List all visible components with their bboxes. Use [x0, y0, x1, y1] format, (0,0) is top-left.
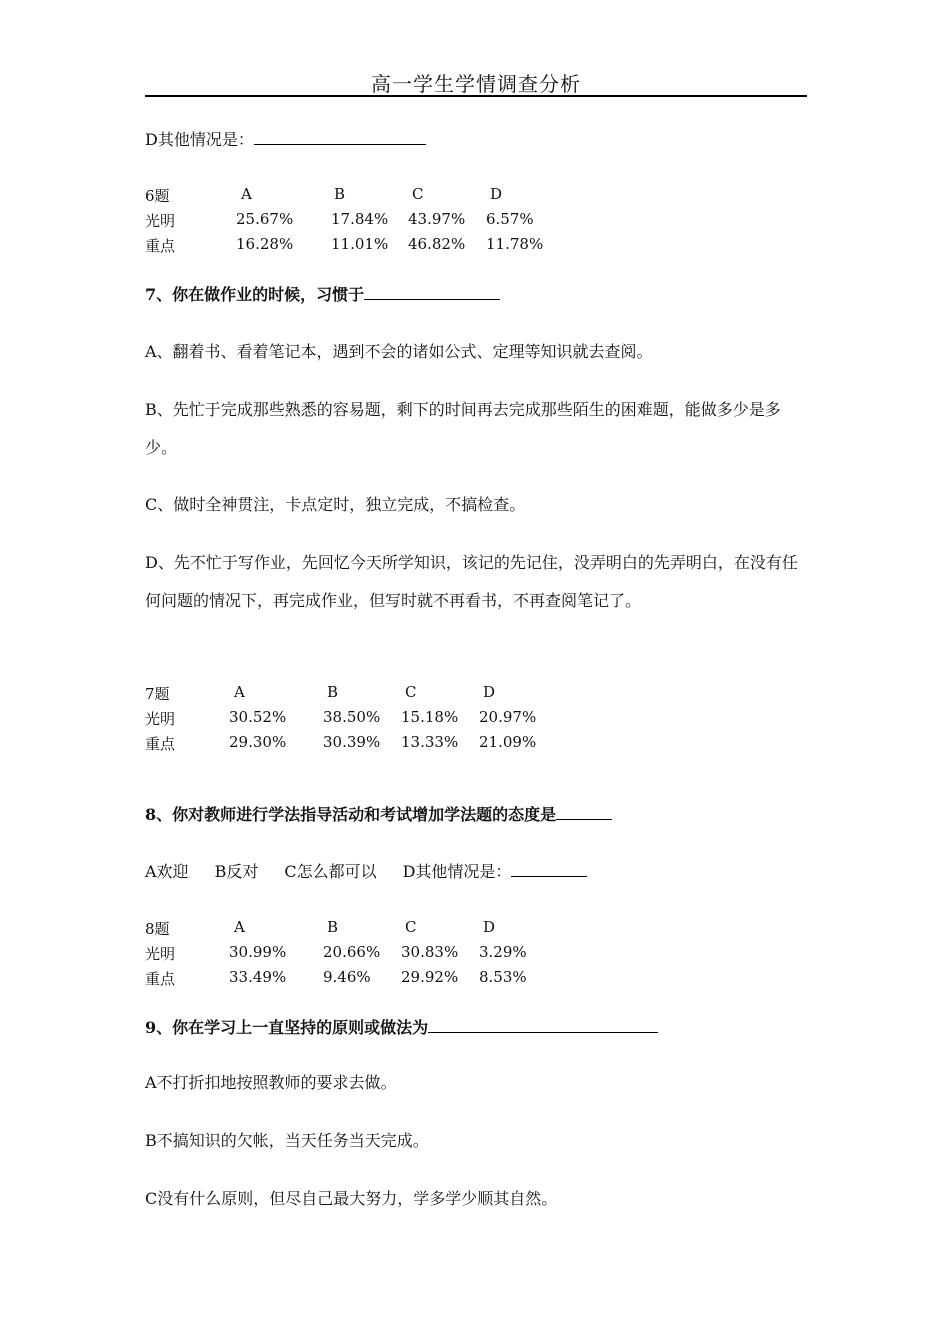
- stats-cell: 20.97%: [479, 708, 537, 726]
- stats-cell: 29.30%: [229, 733, 287, 751]
- answer-blank: [511, 860, 587, 877]
- answer-blank: [254, 128, 426, 145]
- stats-cell: 6题: [145, 187, 170, 205]
- q5-option-d-text: D其他情况是：: [145, 130, 254, 149]
- stats-cell: 21.09%: [479, 733, 537, 751]
- stats-cell: 30.83%: [401, 943, 459, 961]
- stats-cell: 6.57%: [486, 210, 534, 228]
- stats-cell: 16.28%: [236, 235, 294, 253]
- answer-blank: [364, 283, 500, 300]
- stats-cell: C: [405, 918, 417, 936]
- stats-cell: 7题: [145, 685, 170, 703]
- q9-option-c: C没有什么原则，但尽自己最大努力，学多学少顺其自然。: [145, 1189, 558, 1208]
- stats-cell: D: [483, 918, 496, 936]
- stats-cell: 33.49%: [229, 968, 287, 986]
- stats-cell: 8.53%: [479, 968, 527, 986]
- stats-cell: 30.52%: [229, 708, 287, 726]
- stats-cell: 38.50%: [323, 708, 381, 726]
- stats-cell: 11.78%: [486, 235, 544, 253]
- q7-question: [145, 283, 500, 306]
- stats-cell: B: [327, 918, 339, 936]
- stats-cell: 11.01%: [331, 235, 389, 253]
- stats-cell: D: [483, 683, 496, 701]
- stats-cell: 20.66%: [323, 943, 381, 961]
- q9-question: [145, 1016, 658, 1039]
- stats-cell: A: [234, 683, 245, 701]
- q8-options: [145, 860, 587, 883]
- q8-option-d: D其他情况是：: [402, 862, 512, 881]
- stats-cell: A: [234, 918, 245, 936]
- q9-option-a: A不打折扣地按照教师的要求去做。: [145, 1073, 397, 1092]
- stats-cell: B: [327, 683, 339, 701]
- q7-option-c: C、做时全神贯注，卡点定时，独立完成，不搞检查。: [145, 495, 526, 514]
- stats-cell: 13.33%: [401, 733, 459, 751]
- q8-option-a: A欢迎: [145, 862, 189, 881]
- stats-cell: 9.46%: [323, 968, 371, 986]
- stats-cell: 8题: [145, 920, 170, 938]
- stats-cell: B: [334, 185, 346, 203]
- q8-question-text: 8、你对教师进行学法指导活动和考试增加学法题的态度是: [145, 805, 557, 824]
- stats-cell: 29.92%: [401, 968, 459, 986]
- stats-cell: C: [412, 185, 424, 203]
- q7-option-a: A、翻着书、看着笔记本，遇到不会的诸如公式、定理等知识就去查阅。: [145, 342, 653, 361]
- page-header-title: 高一学生学情调查分析: [371, 72, 581, 96]
- stats-cell: 30.39%: [323, 733, 381, 751]
- stats-cell: 25.67%: [236, 210, 294, 228]
- stats-cell: 重点: [145, 970, 176, 988]
- q8-option-c: C怎么都可以: [284, 862, 377, 881]
- stats-cell: 30.99%: [229, 943, 287, 961]
- stats-cell: 43.97%: [408, 210, 466, 228]
- stats-cell: 重点: [145, 237, 176, 255]
- header-rule: [145, 95, 807, 97]
- q9-option-b: B不搞知识的欠帐，当天任务当天完成。: [145, 1131, 429, 1150]
- stats-cell: 重点: [145, 735, 176, 753]
- q9-question-text: 9、你在学习上一直坚持的原则或做法为: [145, 1018, 429, 1037]
- q8-question: [145, 803, 612, 826]
- stats-cell: A: [241, 185, 252, 203]
- answer-blank: [428, 1016, 658, 1033]
- stats-cell: 15.18%: [401, 708, 459, 726]
- stats-cell: 46.82%: [408, 235, 466, 253]
- stats-cell: 光明: [145, 212, 176, 230]
- stats-cell: D: [490, 185, 503, 203]
- q7-option-d: D、先不忙于写作业，先回忆今天所学知识，该记的先记住，没弄明白的先弄明白，在没有任何问题的情况下，再完成作业，但写时就不再看书，不再查阅笔记了。: [145, 553, 798, 610]
- stats-cell: 光明: [145, 945, 176, 963]
- q7-question-text: 7、你在做作业的时候，习惯于: [145, 285, 365, 304]
- q8-option-b: B反对: [214, 862, 259, 881]
- q5-option-d: [145, 128, 426, 151]
- stats-cell: 3.29%: [479, 943, 527, 961]
- answer-blank: [556, 803, 612, 820]
- stats-cell: C: [405, 683, 417, 701]
- stats-cell: 17.84%: [331, 210, 389, 228]
- stats-cell: 光明: [145, 710, 176, 728]
- q7-option-b: B、先忙于完成那些熟悉的容易题，剩下的时间再去完成那些陌生的困难题，能做多少是多少。: [145, 400, 781, 457]
